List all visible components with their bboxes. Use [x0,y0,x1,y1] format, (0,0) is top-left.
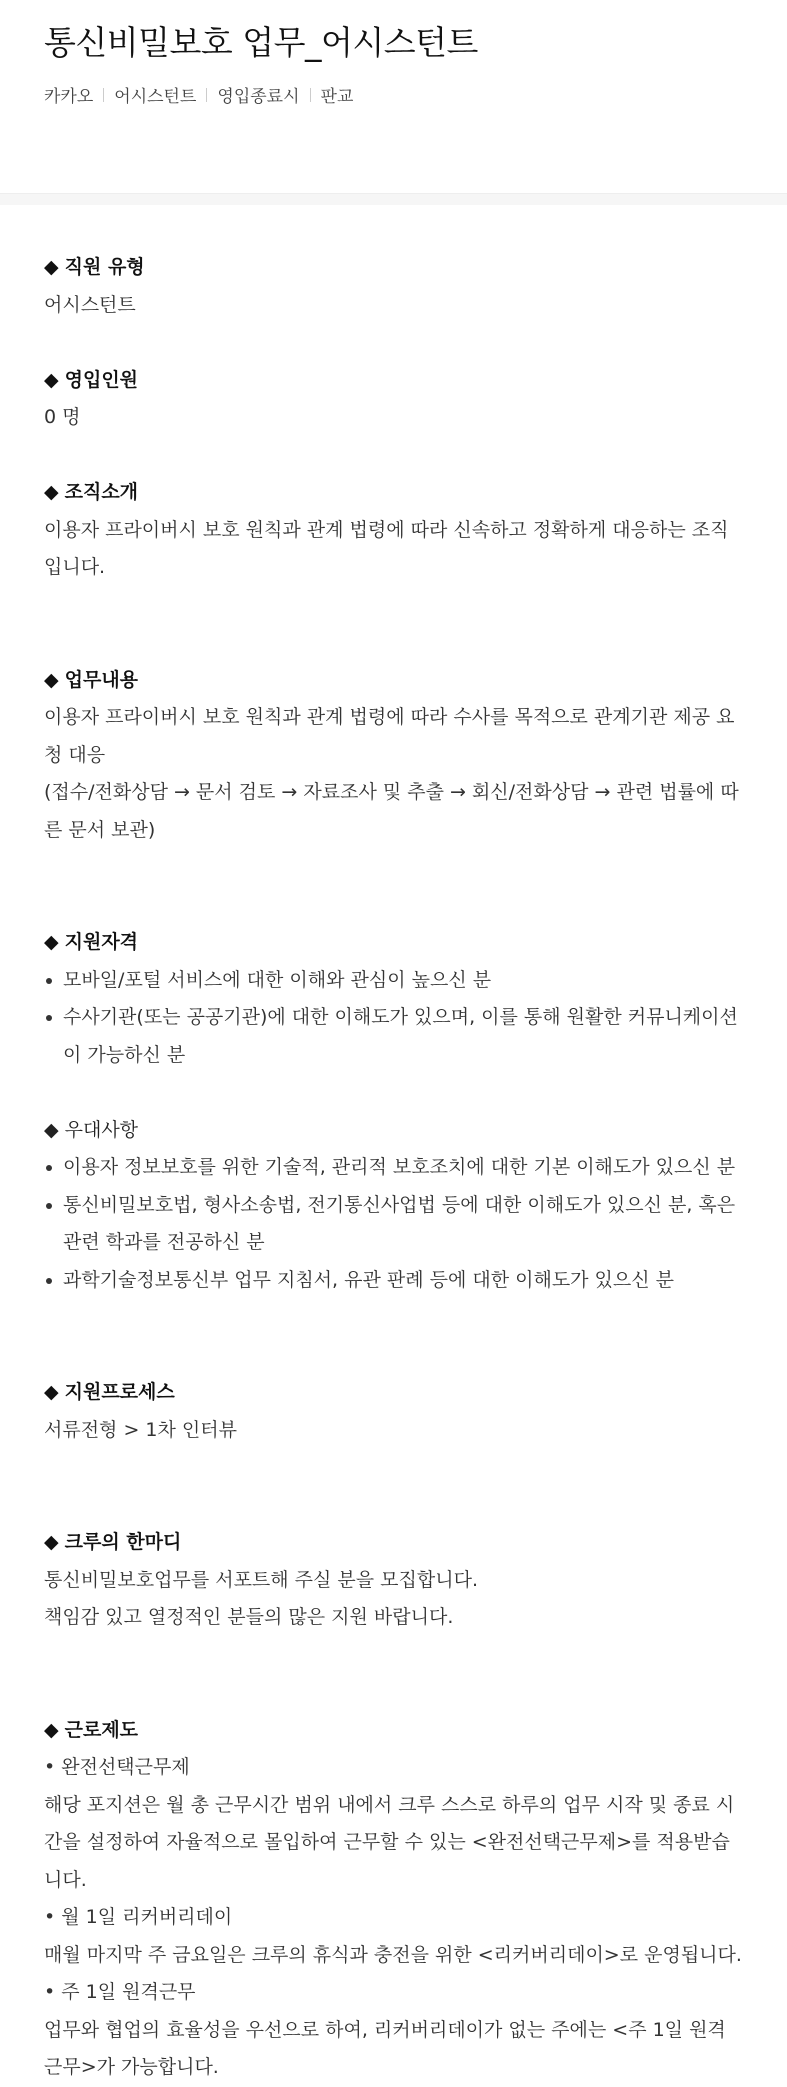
list-item: 이용자 정보보호를 위한 기술적, 관리적 보호조치에 대한 기본 이해도가 있으신 분 [44,1149,743,1187]
job-meta [44,82,743,107]
meta-separator [206,88,207,102]
crew-word-line: 책임감 있고 열정적인 분들의 많은 지원 바랍니다. [44,1606,454,1628]
section-title-employee-type: ◆ 직원 유형 [44,249,743,287]
org-intro-text: 이용자 프라이버시 보호 원칙과 관계 법령에 따라 신속하고 정확하게 대응하는 조직입니다. [44,518,729,578]
meta-separator [103,88,104,102]
diamond-icon: ◆ [44,668,59,691]
work-system-item-title: • 주 1일 원격근무 [44,1981,196,2003]
diamond-icon: ◆ [44,481,59,503]
duties-text: 이용자 프라이버시 보호 원칙과 관계 법령에 따라 수사를 목적으로 관계기관 제공 요청 대응 [44,706,735,766]
list-item: 모바일/포털 서비스에 대한 이해와 관심이 높으신 분 [44,962,743,1000]
section-title-crew-word: ◆ 크루의 한마디 [44,1524,743,1562]
employee-type-value: 어시스턴트 [44,293,136,316]
section-title-preferred: ◆ 우대사항 [44,1112,743,1150]
meta-deadline: 영입종료시 [217,87,300,107]
list-item: 과학기술정보통신부 업무 지침서, 유관 판례 등에 대한 이해도가 있으신 분 [44,1262,743,1300]
diamond-icon: ◆ [44,1381,59,1403]
section-title-duties: ◆ 업무내용 [44,662,743,700]
qualifications-list [44,962,743,1075]
diamond-icon: ◆ [44,1118,59,1141]
diamond-icon: ◆ [44,931,59,953]
work-system-item-title: • 월 1일 리커버리데이 [44,1906,233,1928]
section-title-headcount: ◆ 영입인원 [44,362,743,400]
work-system-item-title: • 완전선택근무제 [44,1756,190,1778]
meta-employee-type: 어시스턴트 [114,87,197,107]
diamond-icon: ◆ [44,1531,59,1553]
job-title: 통신비밀보호 업무_어시스턴트 [44,23,478,62]
diamond-icon: ◆ [44,1718,59,1741]
meta-location: 판교 [320,87,354,107]
work-system-item-text: 해당 포지션은 월 총 근무시간 범위 내에서 크루 스스로 하루의 업무 시작 및 종료 시간을 설정하여 자율적으로 몰입하여 근무할 수 있는 <완전선택근무제>를 적용받습니다. [44,1793,735,1891]
section-divider [0,193,787,205]
section-title-org-intro: ◆ 조직소개 [44,474,743,512]
preferred-list [44,1149,743,1299]
diamond-icon: ◆ [44,256,59,278]
section-title-qualifications: ◆ 지원자격 [44,924,743,962]
section-title-work-system: ◆ 근로제도 [44,1712,743,1750]
process-text: 서류전형 > 1차 인터뷰 [44,1418,237,1441]
job-header [0,0,787,193]
list-item: 수사기관(또는 공공기관)에 대한 이해도가 있으며, 이를 통해 원활한 커뮤니케이션이 가능하신 분 [44,999,743,1074]
work-system-item-text: 매월 마지막 주 금요일은 크루의 휴식과 충전을 위한 <리커버리데이>로 운영됩니다. [44,1943,742,1966]
headcount-value: 0 명 [44,406,81,428]
job-description [0,205,787,2087]
meta-company[interactable]: 카카오 [44,87,94,107]
list-item: 통신비밀보호법, 형사소송법, 전기통신사업법 등에 대한 이해도가 있으신 분, 혹은 관련 학과를 전공하신 분 [44,1187,743,1262]
work-system-item-text: 업무와 협업의 효율성을 우선으로 하여, 리커버리데이가 없는 주에는 <주 1일 원격근무>가 가능합니다. [44,2018,726,2078]
crew-word-line: 통신비밀보호업무를 서포트해 주실 분을 모집합니다. [44,1568,478,1591]
diamond-icon: ◆ [44,368,59,391]
duties-process-text: (접수/전화상담 → 문서 검토 → 자료조사 및 추출 → 회신/전화상담 → 관련 법률에 따른 문서 보관) [44,781,739,841]
meta-separator [310,88,311,102]
section-title-process: ◆ 지원프로세스 [44,1374,743,1412]
